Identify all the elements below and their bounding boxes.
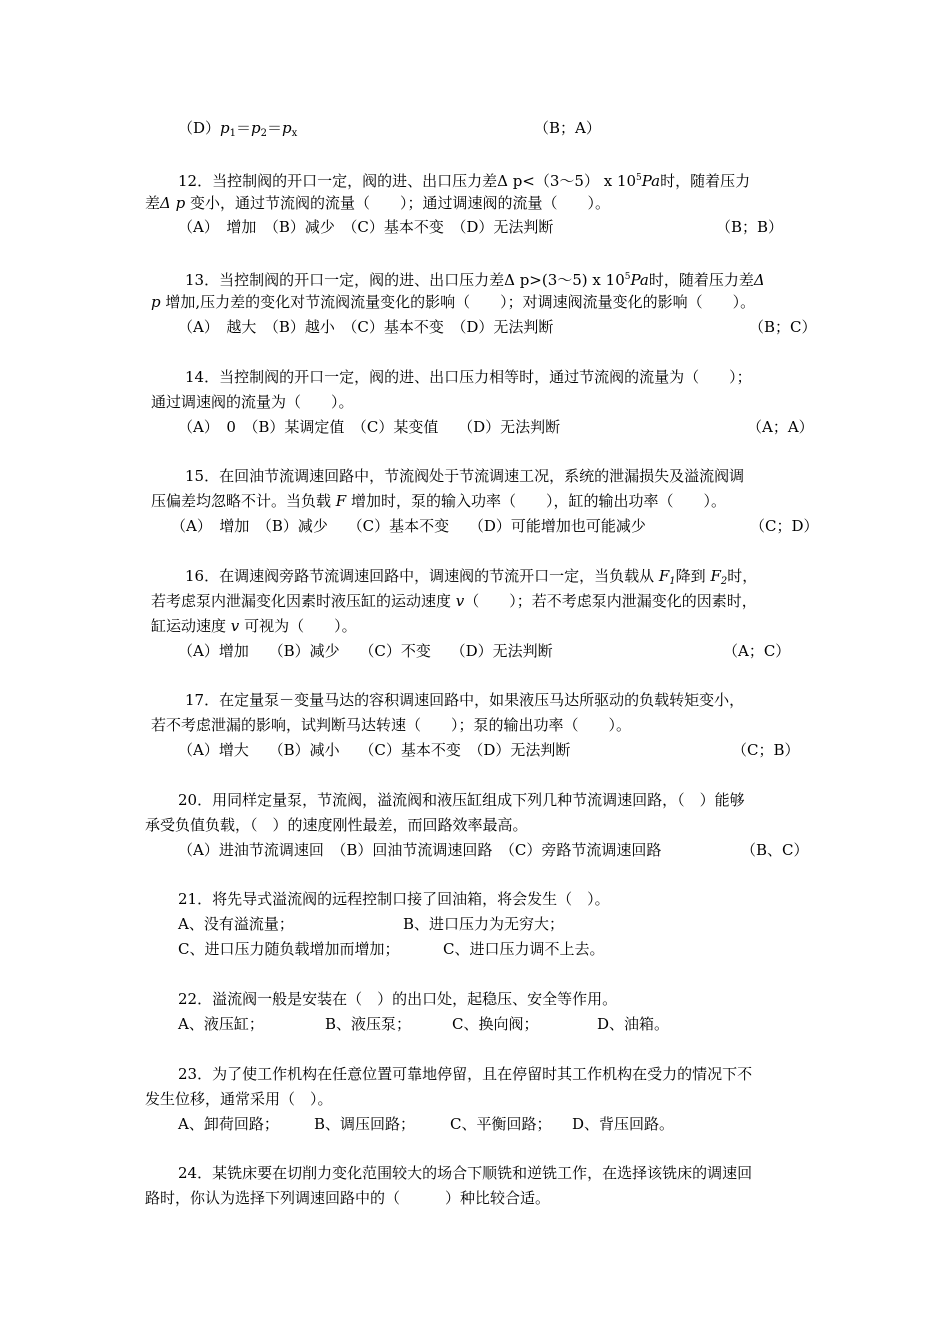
q23-line-2: 发生位移，通常采用（ ）。 xyxy=(145,1090,333,1108)
q17-options: （A）增大 （B）减小 （C）基本不变 （D）无法判断 xyxy=(178,741,571,759)
q12-answer: （B；B） xyxy=(716,218,784,236)
q12-line-2: 差Δ p 变小，通过节流阀的流量（ ）；通过调速阀的流量（ ）。 xyxy=(145,194,611,212)
q15-answer: （C；D） xyxy=(750,517,819,535)
q21-option-d: C、进口压力调不上去。 xyxy=(443,940,605,958)
q21-option-c: C、进口压力随负载增加而增加； xyxy=(178,940,400,958)
q-prev-answer: （B；A） xyxy=(534,119,601,137)
q21-option-a: A、没有溢流量； xyxy=(178,915,294,933)
q16-answer: （A；C） xyxy=(723,642,791,660)
q14-options: （A） 0 （B）某调定值 （C）某变值 （D）无法判断 xyxy=(178,418,561,436)
q12-line-1: 12．当控制阀的开口一定，阀的进、出口压力差Δ p<（3～5） x $10^5Pa$时，随着压力 xyxy=(178,172,751,190)
q20-line-2: 承受负值负载，（ ）的速度刚性最差，而回路效率最高。 xyxy=(145,816,528,834)
q21-stem: 21．将先导式溢流阀的远程控制口接了回油箱，将会发生（ ）。 xyxy=(178,890,610,908)
q21-option-b: B、进口压力为无穷大； xyxy=(403,915,565,933)
q23-option-a: A、卸荷回路； xyxy=(178,1115,279,1133)
q22-option-d: D、油箱。 xyxy=(597,1015,670,1033)
q24-line-1: 24．某铣床要在切削力变化范围较大的场合下顺铣和逆铣工作，在选择该铣床的调速回 xyxy=(178,1164,753,1182)
q16-line-3: 缸运动速度 v 可视为（ ）。 xyxy=(151,617,357,635)
q20-options: （A）进油节流调速回 （B）回油节流调速回路 （C）旁路节流调速回路 xyxy=(178,841,662,859)
q22-stem: 22．溢流阀一般是安装在（ ）的出口处，起稳压、安全等作用。 xyxy=(178,990,618,1008)
q23-option-b: B、调压回路； xyxy=(314,1115,416,1133)
q13-answer: （B；C） xyxy=(749,318,817,336)
q15-options: （A） 增加 （B）减少 （C）基本不变 （D）可能增加也可能减少 xyxy=(171,517,646,535)
q13-options: （A） 越大 （B）越小 （C）基本不变 （D）无法判断 xyxy=(178,318,554,336)
q22-option-b: B、液压泵； xyxy=(325,1015,412,1033)
q16-line-1: 16．在调速阀旁路节流调速回路中，调速阀的节流开口一定，当负载从 $F_1$降到 $F_2$时， xyxy=(185,567,758,587)
q15-line-2: 压偏差均忽略不计。当负载 F 增加时，泵的输入功率（ ），缸的输出功率（ ）。 xyxy=(151,492,727,510)
q22-option-a: A、液压缸； xyxy=(178,1015,264,1033)
q14-answer: （A；A） xyxy=(747,418,814,436)
q20-answer: （B、C） xyxy=(741,841,809,859)
q24-line-2: 路时，你认为选择下列调速回路中的（ ）种比较合适。 xyxy=(145,1189,551,1207)
q-prev-option-d: $(D)p_1=p_2=p_x$ xyxy=(178,119,298,139)
q12-options: （A） 增加 （B）减少 （C）基本不变 （D）无法判断 xyxy=(178,218,554,236)
q13-line-1: 13．当控制阀的开口一定，阀的进、出口压力差Δ p>(3～5) x $10^5Pa$时，随着压力差Δ xyxy=(185,271,765,289)
q16-options: （A）增加 （B）减少 （C）不变 （D）无法判断 xyxy=(178,642,553,660)
q14-line-2: 通过调速阀的流量为（ ）。 xyxy=(151,393,354,411)
q22-option-c: C、换向阀； xyxy=(452,1015,539,1033)
q13-line-2: p 增加,压力差的变化对节流阀流量变化的影响（ ）；对调速阀流量变化的影响（ ）。 xyxy=(151,293,756,311)
q17-answer: （C；B） xyxy=(732,741,800,759)
q23-option-c: C、平衡回路； xyxy=(450,1115,552,1133)
q23-option-d: D、背压回路。 xyxy=(572,1115,675,1133)
q17-line-2: 若不考虑泄漏的影响，试判断马达转速（ ）；泵的输出功率（ ）。 xyxy=(151,716,632,734)
q17-line-1: 17．在定量泵－变量马达的容积调速回路中，如果液压马达所驱动的负载转矩变小， xyxy=(185,691,745,709)
q23-line-1: 23．为了使工作机构在任意位置可靠地停留，且在停留时其工作机构在受力的情况下不 xyxy=(178,1065,753,1083)
q14-line-1: 14．当控制阀的开口一定，阀的进、出口压力相等时，通过节流阀的流量为（ ）； xyxy=(185,368,752,386)
q15-line-1: 15．在回油节流调速回路中，节流阀处于节流调速工况，系统的泄漏损失及溢流阀调 xyxy=(185,467,745,485)
q16-line-2: 若考虑泵内泄漏变化因素时液压缸的运动速度 v（ ）；若不考虑泵内泄漏变化的因素时， xyxy=(151,592,757,610)
q20-line-1: 20．用同样定量泵，节流阀，溢流阀和液压缸组成下列几种节流调速回路，（ ）能够 xyxy=(178,791,745,809)
